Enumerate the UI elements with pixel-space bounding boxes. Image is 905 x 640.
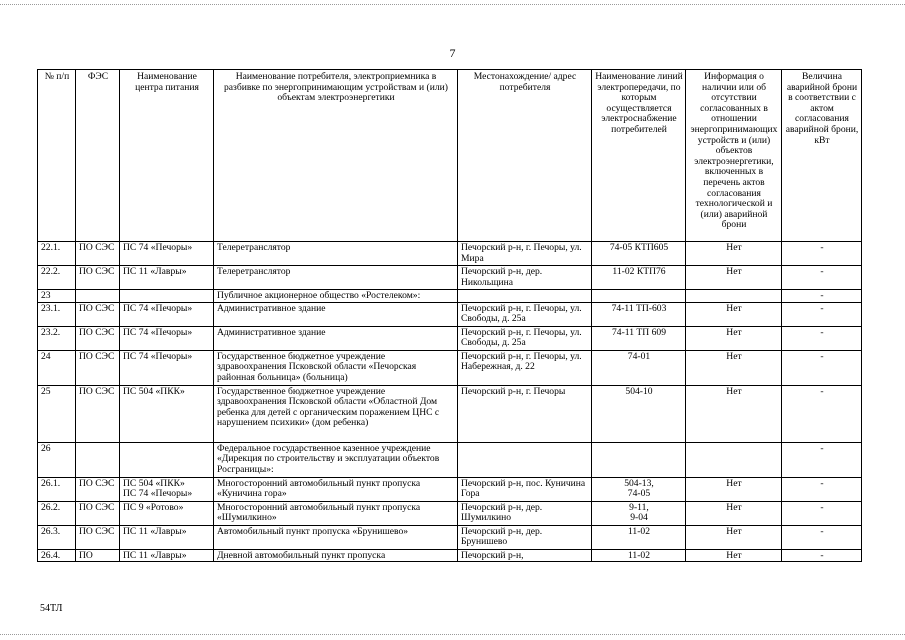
cell-lines <box>592 442 686 477</box>
header-address: Местонахождение/ адрес потребителя <box>458 70 592 242</box>
header-reserve: Величина аварийной брони в соответствии с актом согласования аварийной брони, кВт <box>782 70 862 242</box>
cell-fes <box>76 442 120 477</box>
cell-center <box>120 266 214 290</box>
cell-lines <box>592 525 686 549</box>
cell-reserve: - <box>782 501 862 525</box>
cell-lines <box>592 501 686 525</box>
cell-lines-line: 9-11, <box>629 501 649 513</box>
table-row <box>38 326 862 350</box>
scan-top-edge <box>0 4 905 5</box>
cell-fes: ПО СЭС <box>76 302 120 326</box>
header-info: Информация о наличии или об отсутствии согласованных в отношении энергопринимающих устройств и (или) объектов электроэнергетики, включенных в перечень актов согласования технологической и (или) аварийной брони <box>686 70 782 242</box>
cell-consumer: Дневной автомобильный пункт пропуска <box>214 549 458 562</box>
cell-center <box>120 242 214 266</box>
table-row <box>38 549 862 562</box>
cell-center <box>120 350 214 385</box>
cell-reserve: - <box>782 302 862 326</box>
cell-lines-line: 74-11 ТП-603 <box>611 302 667 314</box>
cell-address: Печорский р-н, г. Печоры <box>458 385 592 442</box>
cell-center <box>120 525 214 549</box>
cell-center-line: ПС 9 «Ротово» <box>123 501 184 513</box>
cell-lines-line: 74-05 КТП605 <box>609 242 669 253</box>
cell-fes: ПО <box>76 549 120 562</box>
cell-fes: ПО СЭС <box>76 242 120 266</box>
cell-reserve: - <box>782 525 862 549</box>
cell-center-line: ПС 11 «Лавры» <box>123 266 187 277</box>
cell-info: Нет <box>686 302 782 326</box>
header-num: № п/п <box>38 70 76 242</box>
cell-info: Нет <box>686 385 782 442</box>
header-fes: ФЭС <box>76 70 120 242</box>
cell-reserve: - <box>782 385 862 442</box>
table-row <box>38 350 862 385</box>
cell-fes: ПО СЭС <box>76 326 120 350</box>
cell-lines <box>592 326 686 350</box>
cell-consumer: Телеретранслятор <box>214 242 458 266</box>
cell-lines <box>592 290 686 303</box>
cell-lines-line: 11-02 КТП76 <box>612 266 666 277</box>
cell-address: Печорский р-н, дер. Никольщина <box>458 266 592 290</box>
table-row <box>38 442 862 477</box>
cell-center <box>120 326 214 350</box>
cell-center <box>120 442 214 477</box>
reserve-table <box>37 69 862 562</box>
cell-num: 22.2. <box>38 266 76 290</box>
cell-reserve: - <box>782 266 862 290</box>
table-row <box>38 290 862 303</box>
header-consumer: Наименование потребителя, электроприемника в разбивке по энергопринимающим устройствам и (или) объектам электроэнергетики <box>214 70 458 242</box>
cell-lines <box>592 266 686 290</box>
cell-address: Печорский р-н, <box>458 549 592 562</box>
cell-center <box>120 290 214 303</box>
cell-info: Нет <box>686 350 782 385</box>
cell-consumer: Автомобильный пункт пропуска «Брунишево» <box>214 525 458 549</box>
cell-lines-line: 74-11 ТП 609 <box>611 326 666 338</box>
table-row <box>38 302 862 326</box>
cell-address: Печорский р-н, дер. Брунишево <box>458 525 592 549</box>
cell-info: Нет <box>686 326 782 350</box>
cell-center-line: ПС 504 «ПКК» <box>123 385 185 397</box>
cell-fes: ПО СЭС <box>76 525 120 549</box>
cell-consumer: Государственное бюджетное учреждение здравоохранения Псковской области «Областной Дом ребенка для детей с органическим поражением ЦНС с нарушением психики» (дом ребенка) <box>214 385 458 442</box>
cell-consumer: Телеретранслятор <box>214 266 458 290</box>
cell-fes: ПО СЭС <box>76 385 120 442</box>
cell-info <box>686 290 782 303</box>
cell-address: Печорский р-н, дер. Шумилкино <box>458 501 592 525</box>
cell-consumer: Государственное бюджетное учреждение здравоохранения Псковской области «Печорская районная больница» (больница) <box>214 350 458 385</box>
cell-consumer: Многосторонний автомобильный пункт пропуска «Шумилкино» <box>214 501 458 525</box>
cell-num: 26.1. <box>38 477 76 501</box>
cell-center-line: ПС 74 «Печоры» <box>123 326 193 338</box>
cell-center-line: ПС 74 «Печоры» <box>123 242 193 253</box>
cell-consumer: Административное здание <box>214 326 458 350</box>
cell-reserve: - <box>782 242 862 266</box>
cell-num: 22.1. <box>38 242 76 266</box>
cell-num: 23.2. <box>38 326 76 350</box>
cell-num: 24 <box>38 350 76 385</box>
cell-address: Печорский р-н, г. Печоры, ул. Набережная, д. 22 <box>458 350 592 385</box>
table-row <box>38 242 862 266</box>
cell-center <box>120 549 214 562</box>
cell-center-line: ПС 11 «Лавры» <box>123 525 187 537</box>
cell-num: 26.2. <box>38 501 76 525</box>
cell-lines <box>592 477 686 501</box>
cell-address <box>458 442 592 477</box>
cell-center <box>120 302 214 326</box>
cell-center <box>120 385 214 442</box>
cell-num: 26.4. <box>38 549 76 562</box>
cell-num: 23.1. <box>38 302 76 326</box>
cell-reserve: - <box>782 477 862 501</box>
cell-info: Нет <box>686 477 782 501</box>
cell-center <box>120 477 214 501</box>
header-center: Наименование центра питания <box>120 70 214 242</box>
cell-center-line: ПС 74 «Печоры» <box>123 488 193 500</box>
cell-info: Нет <box>686 242 782 266</box>
table-row <box>38 385 862 442</box>
table-header-row <box>38 70 862 242</box>
cell-center-line: ПС 74 «Печоры» <box>123 302 193 314</box>
cell-info: Нет <box>686 549 782 562</box>
page-number: 7 <box>449 46 456 60</box>
table-row <box>38 266 862 290</box>
cell-info: Нет <box>686 525 782 549</box>
cell-reserve: - <box>782 350 862 385</box>
cell-num: 26.3. <box>38 525 76 549</box>
cell-lines <box>592 302 686 326</box>
cell-address: Печорский р-н, г. Печоры, ул. Мира <box>458 242 592 266</box>
table-row <box>38 525 862 549</box>
cell-consumer: Многосторонний автомобильный пункт пропуска «Куничина гора» <box>214 477 458 501</box>
scan-bottom-edge <box>0 634 905 635</box>
footer-code: 54ТЛ <box>40 603 63 614</box>
cell-lines-line: 74-01 <box>627 350 651 362</box>
cell-consumer: Публичное акционерное общество «Ростелеком»: <box>214 290 458 303</box>
cell-info <box>686 442 782 477</box>
cell-center-line: ПС 74 «Печоры» <box>123 350 193 362</box>
table-body <box>38 242 862 562</box>
cell-address: Печорский р-н, пос. Куничина Гора <box>458 477 592 501</box>
cell-reserve: - <box>782 326 862 350</box>
cell-fes: ПО СЭС <box>76 266 120 290</box>
cell-address: Печорский р-н, г. Печоры, ул. Свободы, д. 25а <box>458 326 592 350</box>
cell-address: Печорский р-н, г. Печоры, ул. Свободы, д. 25а <box>458 302 592 326</box>
cell-fes: ПО СЭС <box>76 350 120 385</box>
cell-lines-line: 504-13, <box>624 477 654 489</box>
cell-info: Нет <box>686 266 782 290</box>
cell-center-line: ПС 504 «ПКК» <box>123 477 185 489</box>
cell-lines-line: 504-10 <box>625 385 653 397</box>
cell-fes: ПО СЭС <box>76 501 120 525</box>
cell-reserve: - <box>782 290 862 303</box>
cell-reserve: - <box>782 549 862 562</box>
cell-center <box>120 501 214 525</box>
table-row <box>38 477 862 501</box>
cell-address <box>458 290 592 303</box>
cell-num: 26 <box>38 442 76 477</box>
cell-consumer: Административное здание <box>214 302 458 326</box>
cell-info: Нет <box>686 501 782 525</box>
cell-center-line: ПС 11 «Лавры» <box>123 549 187 561</box>
cell-lines <box>592 242 686 266</box>
cell-lines-line: 11-02 <box>627 525 651 537</box>
cell-lines-line: 11-02 <box>627 549 651 561</box>
cell-num: 23 <box>38 290 76 303</box>
cell-lines <box>592 549 686 562</box>
cell-lines <box>592 350 686 385</box>
cell-fes: ПО СЭС <box>76 477 120 501</box>
cell-lines <box>592 385 686 442</box>
cell-consumer: Федеральное государственное казенное учреждение «Дирекция по строительству и эксплуатации объектов Росграницы»: <box>214 442 458 477</box>
table-row <box>38 501 862 525</box>
cell-lines-line: 74-05 <box>627 488 651 500</box>
cell-num: 25 <box>38 385 76 442</box>
header-lines: Наименование линий электропередачи, по которым осуществляется электроснабжение потребителей <box>592 70 686 242</box>
cell-reserve: - <box>782 442 862 477</box>
cell-fes <box>76 290 120 303</box>
cell-lines-line: 9-04 <box>630 512 648 524</box>
